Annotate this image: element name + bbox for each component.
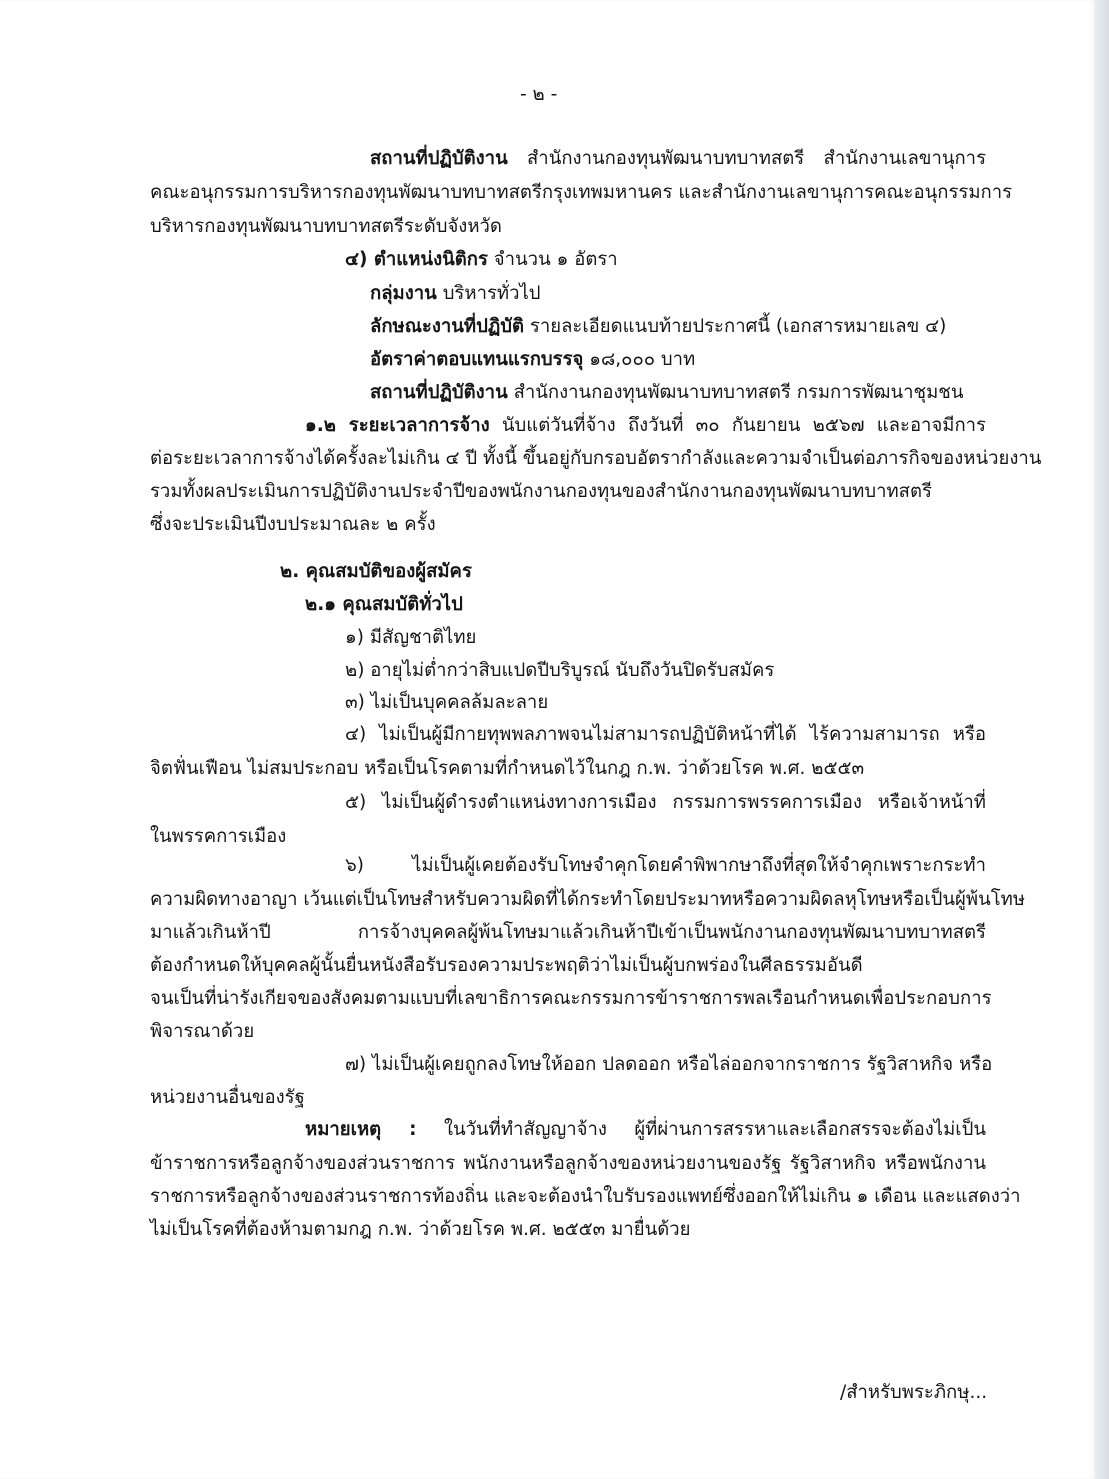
page-edge <box>1095 0 1109 1479</box>
qualification-item-6-line-3: มาแล้วเกินห้าปี การจ้างบุคคลผู้พ้นโทษมาแล้วเกินห้าปีเข้าเป็นพนักงานกองทุนพัฒนาบทบาทสตรี <box>150 922 986 943</box>
section-2-heading-text: ๒. คุณสมบัติของผู้สมัคร <box>280 561 472 582</box>
group-value: บริหารทั่วไป <box>436 283 541 304</box>
group-label: กลุ่มงาน <box>370 283 437 304</box>
location-text-1: สำนักงานกองทุนพัฒนาบทบาทสตรี สำนักงานเลขานุการ <box>507 148 986 169</box>
qualification-item-6-line-2: ความผิดทางอาญา เว้นแต่เป็นโทษสำหรับความผิดที่ได้กระทำโดยประมาทหรือความผิดลหุโทษหรือเป็นผู้พ้นโทษ <box>150 889 1026 910</box>
section-2-1-heading-text: ๒.๑ คุณสมบัติทั่วไป <box>305 594 463 615</box>
salary-label: อัตราค่าตอบแทนแรกบรรจุ <box>370 349 584 370</box>
qualification-item-7-line-1: ๗) ไม่เป็นผู้เคยถูกลงโทษให้ออก ปลดออก หรือไล่ออกจากราชการ รัฐวิสาหกิจ หรือ <box>345 1054 993 1075</box>
section-1-2-line-2: ต่อระยะเวลาการจ้างได้ครั้งละไม่เกิน ๔ ปี ทั้งนี้ ขึ้นอยู่กับกรอบอัตรากำลังและความจำเป็นต่อภารกิจของหน่วยงาน <box>150 448 1042 469</box>
note-line-3: ราชการหรือลูกจ้างของส่วนราชการท้องถิ่น และจะต้องนำใบรับรองแพทย์ซึ่งออกให้ไม่เกิน ๑ เดือน และแสดงว่า <box>150 1186 1021 1207</box>
position-4-heading <box>345 245 618 275</box>
section-1-2-text-1: นับแต่วันที่จ้าง ถึงวันที่ ๓๐ กันยายน ๒๕๖๗ และอาจมีการ <box>489 415 986 436</box>
continuation-text: /สำหรับพระภิกษุ... <box>840 1382 988 1403</box>
position-location-label: สถานที่ปฏิบัติงาน <box>370 382 508 403</box>
position-4-number: ๔) <box>345 249 368 270</box>
section-2-1-heading <box>305 590 463 620</box>
location-paragraph-line-1 <box>370 144 986 174</box>
location-paragraph-line-2: คณะอนุกรรมการบริหารกองทุนพัฒนาบทบาทสตรีกรุงเทพมหานคร และสำนักงานเลขานุการคณะอนุกรรมการ <box>150 182 1013 203</box>
qualification-item-1: ๑) มีสัญชาติไทย <box>345 627 477 648</box>
position-4-count: จำนวน ๑ อัตรา <box>487 249 618 270</box>
qualification-item-5-line-1: ๕) ไม่เป็นผู้ดำรงตำแหน่งทางการเมือง กรรมการพรรคการเมือง หรือเจ้าหน้าที่ <box>345 792 986 813</box>
qualification-item-4-line-1: ๔) ไม่เป็นผู้มีกายทุพพลภาพจนไม่สามารถปฏิบัติหน้าที่ได้ ไร้ความสามารถ หรือ <box>345 724 986 745</box>
position-4-location <box>370 378 963 408</box>
qualification-item-7-line-2: หน่วยงานอื่นของรัฐ <box>150 1087 305 1108</box>
section-1-2-line-3: รวมทั้งผลประเมินการปฏิบัติงานประจำปีของพนักงานกองทุนของสำนักงานกองทุนพัฒนาบทบาทสตรี <box>150 481 932 502</box>
qualification-item-2: ๒) อายุไม่ต่ำกว่าสิบแปดปีบริบูรณ์ นับถึงวันปิดรับสมัคร <box>345 660 775 681</box>
nature-label: ลักษณะงานที่ปฏิบัติ <box>370 316 525 337</box>
note-line-1 <box>305 1115 986 1145</box>
position-4-salary <box>370 345 695 375</box>
qualification-item-5-line-2: ในพรรคการเมือง <box>150 826 287 847</box>
salary-value: ๑๘,๐๐๐ บาท <box>583 349 696 370</box>
qualification-item-6-line-4: ต้องกำหนดให้บุคคลผู้นั้นยื่นหนังสือรับรองความประพฤติว่าไม่เป็นผู้บกพร่องในศีลธรรมอันดี <box>150 955 863 976</box>
note-text-1: ในวันที่ทำสัญญาจ้าง ผู้ที่ผ่านการสรรหาและเลือกสรรจะต้องไม่เป็น <box>416 1119 986 1140</box>
section-1-2-line-4: ซึ่งจะประเมินปีงบประมาณละ ๒ ครั้ง <box>150 514 436 535</box>
qualification-item-4-line-2: จิตฟั่นเฟือน ไม่สมประกอบ หรือเป็นโรคตามที่กำหนดไว้ในกฎ ก.พ. ว่าด้วยโรค พ.ศ. ๒๕๕๓ <box>150 758 865 779</box>
note-line-4: ไม่เป็นโรคที่ต้องห้ามตามกฎ ก.พ. ว่าด้วยโรค พ.ศ. ๒๕๕๓ มายื่นด้วย <box>150 1219 691 1240</box>
nature-value: รายละเอียดแนบท้ายประกาศนี้ (เอกสารหมายเลข ๔) <box>524 316 947 337</box>
section-1-2-line-1 <box>305 411 986 441</box>
note-line-2: ข้าราชการหรือลูกจ้างของส่วนราชการ พนักงานหรือลูกจ้างของหน่วยงานของรัฐ รัฐวิสาหกิจ หรือพนักงาน <box>150 1153 986 1174</box>
location-paragraph-line-3: บริหารกองทุนพัฒนาบทบาทสตรีระดับจังหวัด <box>150 216 502 237</box>
qualification-item-6-line-5: จนเป็นที่น่ารังเกียจของสังคมตามแบบที่เลขาธิการคณะกรรมการข้าราชการพลเรือนกำหนดเพื่อประกอบการ <box>150 988 992 1009</box>
position-4-group <box>370 279 541 309</box>
location-label: สถานที่ปฏิบัติงาน <box>370 148 508 169</box>
section-1-2-label: ๑.๒ ระยะเวลาการจ้าง <box>305 415 490 436</box>
position-4-nature <box>370 312 946 342</box>
position-location-value: สำนักงานกองทุนพัฒนาบทบาทสตรี กรมการพัฒนาชุมชน <box>507 382 964 403</box>
page-number: - ๒ - <box>520 84 558 105</box>
qualification-item-3: ๓) ไม่เป็นบุคคลล้มละลาย <box>345 692 549 713</box>
position-4-title: ตำแหน่งนิติกร <box>367 249 488 270</box>
note-label: หมายเหตุ : <box>305 1119 417 1140</box>
section-2-heading <box>280 557 472 587</box>
qualification-item-6-line-1: ๖) ไม่เป็นผู้เคยต้องรับโทษจำคุกโดยคำพิพากษาถึงที่สุดให้จำคุกเพราะกระทำ <box>345 855 986 876</box>
qualification-item-6-line-6: พิจารณาด้วย <box>150 1021 255 1042</box>
